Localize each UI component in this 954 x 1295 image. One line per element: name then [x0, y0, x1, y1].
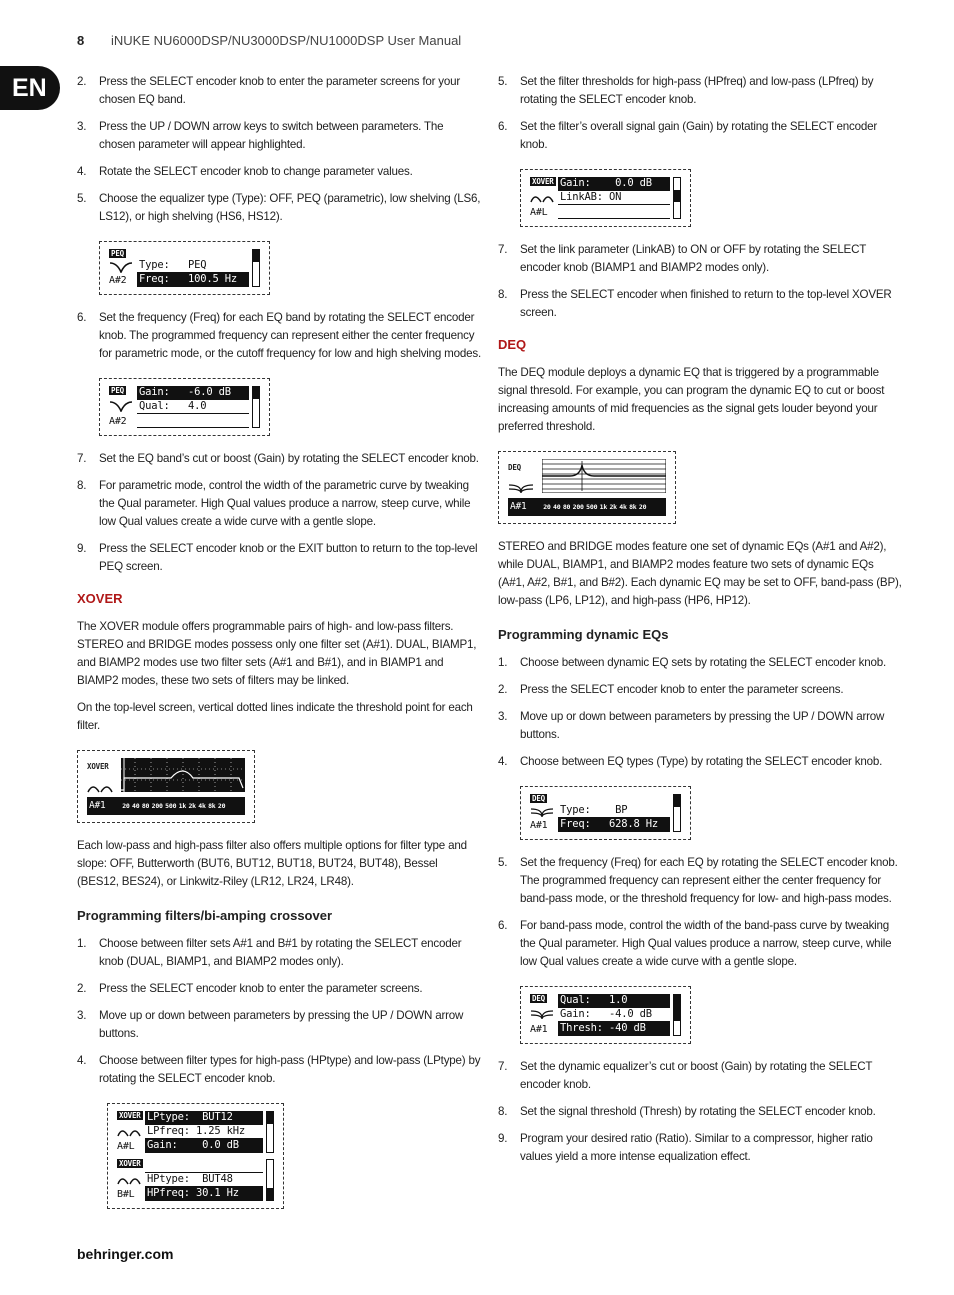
lcd-peq-type: [99, 241, 270, 295]
list-item: [77, 540, 481, 576]
lcd-channel: A#L: [117, 1141, 135, 1152]
frequency-label: 8k: [629, 503, 637, 511]
lcd-line: LinkAB: ON: [558, 191, 670, 205]
list-item-number: 6.: [498, 120, 508, 133]
list-item-number: 7.: [77, 452, 87, 465]
xover-graph: [121, 758, 245, 792]
lcd-line-selected: LPtype: BUT12: [145, 1111, 263, 1125]
right-column: [498, 73, 902, 1175]
list-item-text: Set the frequency (Freq) for each EQ band by rotating the SELECT encoder knob. The programmed frequency can represent either the center frequency for parametric mode, or the cutoff frequency for low and high shelving modes.: [99, 311, 482, 360]
list-item-number: 4.: [77, 165, 87, 178]
paragraph: The DEQ module deploys a dynamic EQ that is triggered by a programmable signal thresold. For example, you can program the dynamic EQ to cut or boost increasing amounts of mid frequencies as the signal gets louder beyond your preferred threshold.: [498, 366, 885, 433]
lcd-scrollbar: [266, 1159, 274, 1201]
list-item: [498, 854, 902, 908]
list-item: [77, 1007, 481, 1043]
lcd-scrollbar: [673, 177, 681, 219]
list-item-text: Program your desired ratio (Ratio). Similar to a compressor, higher ratio values yield a more intense equalization effect.: [520, 1132, 873, 1163]
list-item-number: 3.: [498, 710, 508, 723]
list-item-text: Choose between dynamic EQ sets by rotating the SELECT encoder knob.: [520, 656, 886, 669]
list-item-text: Set the link parameter (LinkAB) to ON or OFF by rotating the SELECT encoder knob (BIAMP1 and BIAMP2 modes only).: [520, 243, 866, 274]
lcd-line: HPtype: BUT48: [145, 1173, 263, 1187]
deq-curve-icon: [530, 806, 554, 818]
frequency-label: 80: [141, 802, 150, 810]
list-item-text: Choose between filter sets A#1 and B#1 by rotating the SELECT encoder knob (DUAL, BIAMP1, and BIAMP2 modes only).: [99, 937, 462, 968]
list-item: [498, 118, 902, 154]
lcd-channel: A#1: [508, 498, 542, 516]
lcd-channel: A#2: [109, 416, 127, 427]
list-item-number: 6.: [498, 919, 508, 932]
paragraph: Each low-pass and high-pass filter also offers multiple options for filter type and slope: OFF, Butterworth (BUT6, BUT12, BUT18, BUT24, BUT48), Bessel (BES12, BES24), or Linkwitz-Riley (LR12, LR24, LR48).: [77, 839, 467, 888]
lcd-tag: PEQ: [111, 249, 124, 258]
list-item: [77, 935, 481, 971]
lcd-line-selected: Freq: 628.8 Hz: [558, 818, 670, 832]
lcd-line: [558, 205, 670, 219]
list-item: [77, 73, 481, 109]
lcd-line: Type: BP: [558, 804, 670, 818]
frequency-label: 20: [122, 802, 130, 810]
manual-title: iNUKE NU6000DSP/NU3000DSP/NU1000DSP User Manual: [111, 33, 462, 48]
list-item-text: Move up or down between parameters by pressing the UP / DOWN arrow buttons.: [520, 710, 885, 741]
lcd-peq-gain: [99, 378, 270, 436]
frequency-label: 80: [562, 503, 571, 511]
lcd-tag: DEQ: [532, 994, 545, 1003]
xover-curve-icon: [530, 191, 554, 203]
list-item: [77, 190, 481, 226]
list-item: [77, 980, 481, 998]
lcd-line-selected: Freq: 100.5 Hz: [137, 273, 249, 287]
list-item-number: 5.: [498, 856, 508, 869]
list-item: [498, 286, 902, 322]
deq-curve-icon: [508, 482, 534, 494]
list-item: [498, 73, 902, 109]
lcd-tag: XOVER: [87, 762, 109, 771]
lcd-line: [145, 1159, 263, 1173]
lcd-channel: A#L: [530, 207, 548, 218]
list-item-number: 3.: [77, 1009, 87, 1022]
xover-graph-display: [77, 750, 255, 823]
list-item: [77, 450, 481, 468]
list-item-number: 8.: [77, 479, 87, 492]
deq-graph-display: [498, 451, 676, 524]
lcd-channel: B#L: [117, 1189, 135, 1200]
frequency-label: 500: [165, 802, 177, 810]
list-item-number: 4.: [498, 755, 508, 768]
lcd-line: Gain: -4.0 dB: [558, 1008, 670, 1022]
lcd-tag: DEQ: [508, 463, 521, 472]
frequency-label: 200: [572, 503, 584, 511]
list-item-text: Press the UP / DOWN arrow keys to switch between parameters. The chosen parameter will appear highlighted.: [99, 120, 444, 151]
lcd-scrollbar: [673, 794, 681, 832]
left-column: [77, 73, 481, 1223]
frequency-label: 1k: [178, 802, 187, 810]
frequency-label: 200: [151, 802, 163, 810]
list-item-number: 2.: [77, 982, 87, 995]
list-item-text: Set the filter’s overall signal gain (Gain) by rotating the SELECT encoder knob.: [520, 120, 878, 151]
list-item-text: Set the EQ band’s cut or boost (Gain) by rotating the SELECT encoder knob.: [99, 452, 479, 465]
frequency-label: 2k: [609, 503, 617, 511]
xover-curve-icon: [87, 781, 113, 793]
list-item-number: 2.: [77, 75, 87, 88]
list-item-text: Press the SELECT encoder knob to enter the parameter screens.: [520, 683, 844, 696]
paragraph: STEREO and BRIDGE modes feature one set of dynamic EQs (A#1 and A#2), while DUAL, BIAMP1, and BIAMP2 modes feature two sets of dynamic EQs (A#1, A#2, B#1, and B#2). Each dynamic EQ may be set to OFF, band-pass (BP), low-pass (LP6, LP12), and high-pass (HP6, HP12).: [498, 540, 902, 607]
list-item-text: Press the SELECT encoder when finished to return to the top-level XOVER screen.: [520, 288, 892, 319]
list-item-number: 2.: [498, 683, 508, 696]
list-item: [498, 917, 902, 971]
lcd-tag: XOVER: [119, 1111, 141, 1120]
frequency-label: 20: [638, 503, 647, 511]
subheading-programming-filters: Programming filters/bi-amping crossover: [77, 908, 333, 923]
language-tab: EN: [0, 66, 60, 110]
list-item-text: Press the SELECT encoder knob to enter the parameter screens for your chosen EQ band.: [99, 75, 461, 106]
lcd-line: LPfreq: 1.25 kHz: [145, 1125, 263, 1139]
list-item: [498, 1058, 902, 1094]
list-item-number: 7.: [498, 243, 508, 256]
lcd-channel: A#1: [530, 820, 548, 831]
list-item-number: 4.: [77, 1054, 87, 1067]
list-item-text: Set the filter thresholds for high-pass (HPfreq) and low-pass (LPfreq) by rotating the SELECT encoder knob.: [520, 75, 874, 106]
lcd-deq-qual: [520, 986, 691, 1044]
frequency-label: 40: [132, 802, 140, 810]
lcd-scrollbar: [252, 386, 260, 428]
deq-curve-icon: [530, 1008, 554, 1020]
list-item-number: 7.: [498, 1060, 508, 1073]
lcd-xover-pair: [107, 1103, 284, 1209]
lcd-line: [137, 414, 249, 428]
frequency-label: 4k: [619, 503, 627, 511]
lcd-tag: PEQ: [111, 386, 124, 395]
frequency-label: 8k: [208, 802, 216, 810]
lcd-line: Qual: 4.0: [137, 400, 249, 414]
lcd-deq-type: [520, 786, 691, 840]
list-item: [498, 681, 902, 699]
list-item: [498, 753, 902, 771]
list-item: [77, 163, 481, 181]
list-item-text: Press the SELECT encoder knob to enter the parameter screens.: [99, 982, 423, 995]
lcd-tag: XOVER: [532, 177, 554, 186]
list-item-text: Choose between EQ types (Type) by rotating the SELECT encoder knob.: [520, 755, 883, 768]
section-heading-xover: XOVER: [77, 591, 123, 606]
list-item-number: 1.: [498, 656, 508, 669]
list-item: [498, 654, 902, 672]
lcd-tag: XOVER: [119, 1159, 141, 1168]
frequency-label: 2k: [188, 802, 196, 810]
list-item: [498, 1130, 902, 1166]
list-item-text: For parametric mode, control the width of the parametric curve by tweaking the Qual parameter. High Qual values produce a narrow, steep curve, while low Qual values create a wide curve with a gentle slope.: [99, 479, 471, 528]
list-item-number: 9.: [498, 1132, 508, 1145]
list-item-text: Move up or down between parameters by pressing the UP / DOWN arrow buttons.: [99, 1009, 464, 1040]
paragraph: The XOVER module offers programmable pairs of high- and low-pass filters. STEREO and BRIDGE modes possess only one filter set (A#1). DUAL, BIAMP1, and BIAMP2 modes use two filter sets (A#1 and B#1), and in BIAMP1 and BIAMP2 modes, these two sets of filters may be linked.: [77, 620, 477, 687]
peq-curve-icon: [109, 261, 133, 273]
lcd-line-selected: Qual: 1.0: [558, 994, 670, 1008]
deq-graph: [542, 459, 666, 493]
list-item-text: Rotate the SELECT encoder knob to change parameter values.: [99, 165, 413, 178]
lcd-line-selected: Gain: 0.0 dB: [145, 1139, 263, 1153]
lcd-channel: A#2: [109, 275, 127, 286]
list-item-number: 9.: [77, 542, 87, 555]
list-item-text: Choose the equalizer type (Type): OFF, PEQ (parametric), low shelving (LS6, LS12), or high shelving (HS6, HS12).: [99, 192, 481, 223]
list-item-number: 3.: [77, 120, 87, 133]
list-item: [77, 477, 481, 531]
list-item: [77, 1052, 481, 1088]
xover-curve-icon: [117, 1173, 141, 1185]
lcd-scrollbar: [266, 1111, 274, 1153]
list-item-number: 5.: [77, 192, 87, 205]
list-item: [77, 309, 481, 363]
page-number: 8: [77, 33, 85, 48]
list-item-text: For band-pass mode, control the width of the band-pass curve by tweaking the Qual parameter. High Qual values produce a narrow, steep curve, while low Qual values create a wide curve with a gentle slope.: [520, 919, 892, 968]
list-item: [498, 1103, 902, 1121]
frequency-label: 40: [553, 503, 561, 511]
list-item-text: Set the dynamic equalizer’s cut or boost (Gain) by rotating the SELECT encoder knob.: [520, 1060, 873, 1091]
list-item-text: Set the frequency (Freq) for each EQ by rotating the SELECT encoder knob. The programmed frequency can represent either the center frequency for band-pass mode, or the threshold frequency for low- and high-pass modes.: [520, 856, 898, 905]
frequency-label: 20: [217, 802, 226, 810]
lcd-line-selected: Gain: 0.0 dB: [558, 177, 670, 191]
lcd-channel: A#1: [87, 797, 121, 815]
frequency-label: 20: [543, 503, 551, 511]
frequency-label: 4k: [198, 802, 206, 810]
lcd-channel: A#1: [530, 1024, 548, 1035]
list-item: [498, 241, 902, 277]
xover-curve-icon: [117, 1125, 141, 1137]
subheading-programming-deq: Programming dynamic EQs: [498, 627, 669, 642]
list-item-number: 8.: [498, 1105, 508, 1118]
brand-footer: behringer.com: [77, 1246, 174, 1262]
list-item: [498, 708, 902, 744]
list-item-text: Choose between filter types for high-pass (HPtype) and low-pass (LPtype) by rotating the SELECT encoder knob.: [99, 1054, 481, 1085]
section-heading-deq: DEQ: [498, 337, 527, 352]
list-item: [77, 118, 481, 154]
lcd-xover-gain: [520, 169, 691, 227]
list-item-text: Set the signal threshold (Thresh) by rotating the SELECT encoder knob.: [520, 1105, 876, 1118]
list-item-number: 6.: [77, 311, 87, 324]
lcd-line-selected: Thresh: -40 dB: [558, 1022, 670, 1036]
lcd-scrollbar: [673, 994, 681, 1036]
frequency-label: 1k: [599, 503, 608, 511]
lcd-scrollbar: [252, 249, 260, 287]
lcd-line: Type: PEQ: [137, 259, 249, 273]
lcd-line-selected: Gain: -6.0 dB: [137, 386, 249, 400]
list-item-number: 8.: [498, 288, 508, 301]
paragraph: On the top-level screen, vertical dotted lines indicate the threshold point for each filter.: [77, 701, 473, 732]
lcd-line-selected: HPfreq: 30.1 Hz: [145, 1187, 263, 1201]
list-item-number: 1.: [77, 937, 87, 950]
list-item-text: Press the SELECT encoder knob or the EXIT button to return to the top-level PEQ screen.: [99, 542, 478, 573]
peq-curve-icon: [109, 400, 133, 412]
list-item-number: 5.: [498, 75, 508, 88]
lcd-tag: DEQ: [532, 794, 545, 803]
frequency-label: 500: [586, 503, 598, 511]
